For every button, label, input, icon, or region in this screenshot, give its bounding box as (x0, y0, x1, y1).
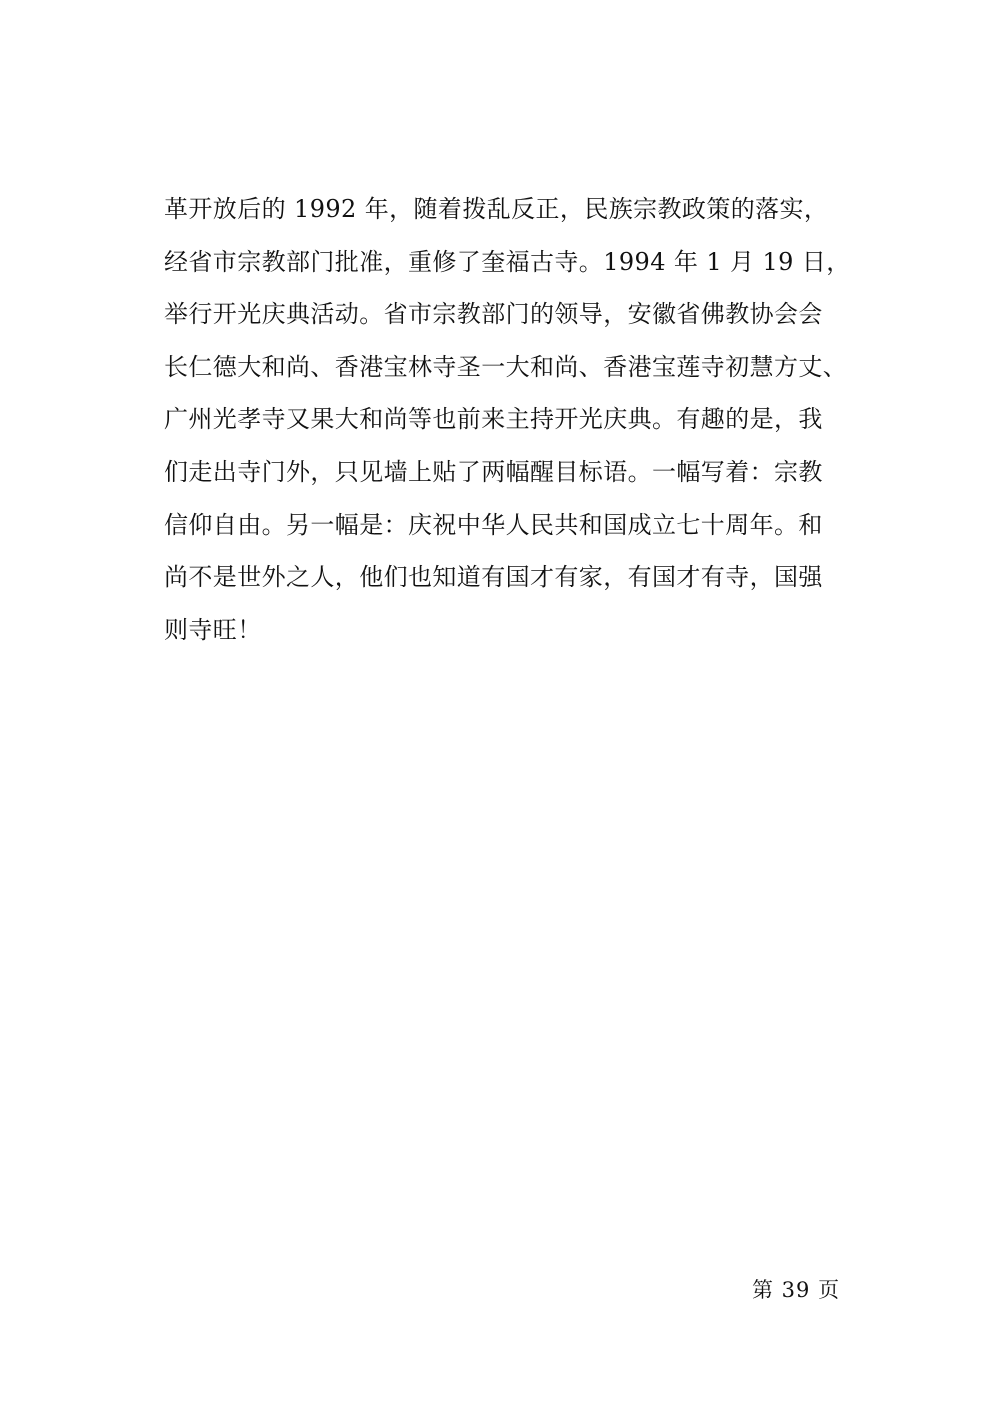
paragraph-line: 举行开光庆典活动。省市宗教部门的领导，安徽省佛教协会会 (164, 300, 823, 329)
paragraph-line: 信仰自由。另一幅是：庆祝中华人民共和国成立七十周年。和 (164, 510, 823, 539)
paragraph-line: 则寺旺！ (164, 615, 262, 644)
paragraph-line: 革开放后的 1992 年，随着拨乱反正，民族宗教政策的落实， (164, 195, 829, 223)
paragraph-line: 尚不是世外之人，他们也知道有国才有家，有国才有寺，国强 (164, 563, 823, 592)
paragraph-line: 经省市宗教部门批准，重修了奎福古寺。1994 年 1 月 19 日， (164, 247, 851, 276)
body-paragraph (164, 183, 851, 656)
paragraph-line: 广州光孝寺又果大和尚等也前来主持开光庆典。有趣的是，我 (164, 405, 823, 434)
page-number: 第 39 页 (752, 1278, 841, 1302)
paragraph-line: 长仁德大和尚、香港宝林寺圣一大和尚、香港宝莲寺初慧方丈、 (164, 352, 848, 381)
paragraph-line: 们走出寺门外，只见墙上贴了两幅醒目标语。一幅写着：宗教 (164, 457, 823, 486)
